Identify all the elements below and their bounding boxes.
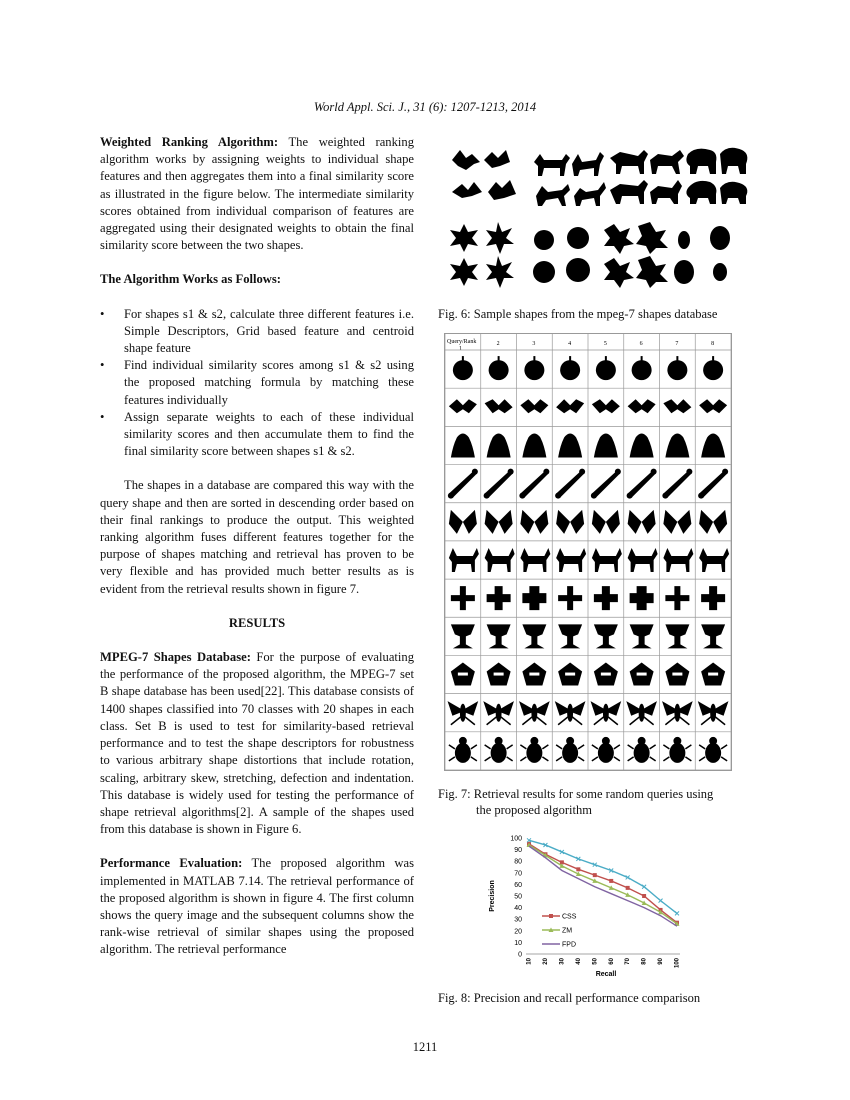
beetle-shape xyxy=(520,737,548,763)
list-item: • For shapes s1 & s2, calculate three different features i.e. Simple Descriptors, Grid based feature and centroid shape feature xyxy=(100,306,414,358)
cross-shape xyxy=(665,586,689,610)
beetle-shape xyxy=(699,737,727,763)
apple-shape xyxy=(596,356,616,380)
legend-label: CSS xyxy=(562,913,577,921)
deer-shape xyxy=(449,548,479,572)
deer-shape xyxy=(520,548,550,572)
beetle-shape xyxy=(592,737,620,763)
butterfly-shape xyxy=(663,510,691,534)
apple-shape xyxy=(489,356,509,380)
bell-shape xyxy=(701,433,725,457)
mpeg7-sample-shapes xyxy=(444,140,752,290)
data-point xyxy=(576,867,580,871)
data-point xyxy=(659,899,663,903)
cup-shape xyxy=(451,624,475,648)
bell-shape xyxy=(487,433,511,457)
figure-7-caption xyxy=(438,786,758,818)
cross-shape xyxy=(558,586,582,610)
page-number: 1211 xyxy=(412,1040,438,1054)
x-tick-label: 90 xyxy=(658,958,665,965)
list-item: • Assign separate weights to each of these individual similarity scores and then accumulate them to find the final similarity score between shapes s1 & s2. xyxy=(100,409,414,461)
deer-shape xyxy=(556,548,586,572)
grid-header-rank: 6 xyxy=(639,341,643,347)
y-tick-label: 70 xyxy=(514,870,522,878)
x-axis-label: Recall xyxy=(595,971,617,978)
fly-shape xyxy=(449,703,477,725)
algorithm-heading: The Algorithm Works as Follows: xyxy=(100,272,281,287)
y-tick-label: 40 xyxy=(514,905,522,913)
bone-shape xyxy=(662,469,692,499)
bone-shape xyxy=(448,469,478,499)
cup-shape xyxy=(701,624,725,648)
section-text: The weighted ranking algorithm works by assigning weights to individual shape features and then aggregates them into a final similarity score as illustrated in the figure below. The intermediate similarity scores obtained from individual comparison of features are aggregated using their designated weights to obtain the final similarity score between the two shapes. xyxy=(100,135,414,253)
beetle-shape xyxy=(449,737,477,763)
legend-label: FPD xyxy=(562,941,576,949)
algorithm-steps xyxy=(100,306,414,461)
apple-shape xyxy=(524,356,544,380)
fly-shape xyxy=(485,703,513,725)
figure-6-caption: Fig. 6: Sample shapes from the mpeg-7 shapes database xyxy=(438,307,718,321)
y-tick-label: 50 xyxy=(514,893,522,901)
bell-shape xyxy=(558,433,582,457)
figure-8-caption: Fig. 8: Precision and recall performance comparison xyxy=(438,991,701,1005)
pentagon-shape xyxy=(665,663,689,686)
section-heading: MPEG-7 Shapes Database: xyxy=(100,650,251,665)
figure-7-retrieval-grid xyxy=(444,333,732,771)
x-tick-label: 30 xyxy=(559,958,566,965)
bat-shape xyxy=(449,399,477,413)
bone-shape xyxy=(484,469,514,499)
butterfly-shape xyxy=(520,510,548,534)
butterfly-shape xyxy=(556,510,584,534)
section-text: For the purpose of evaluating the performance of the proposed algorithm, the MPEG-7 set B shape database has been used[22]. This database consists of 1400 shapes classified into 70 classes with 20 shapes in each class. Set B is used to test for similarity-based retrieval performance and to test the shape descriptors for robustness to various arbitrary shape distortions that include rotation, scaling, arbitrary skew, stretching, defection and indentation. This database is widely used for testing the performance of shape retrieval algorithms[2]. A sample of the shapes used from this database is shown in Figure 6. xyxy=(100,650,414,837)
cup-shape xyxy=(558,624,582,648)
series-line xyxy=(529,844,677,923)
figure-6-shapes xyxy=(444,140,752,290)
deer-shape-group xyxy=(534,152,606,206)
y-tick-label: 0 xyxy=(518,951,522,959)
beetle-shape xyxy=(556,737,584,763)
data-point xyxy=(609,879,613,883)
y-tick-label: 90 xyxy=(514,847,522,855)
bat-shape xyxy=(556,399,584,413)
x-tick-label: 10 xyxy=(526,958,533,965)
cross-shape xyxy=(701,586,725,610)
data-point xyxy=(593,873,597,877)
bone-shape xyxy=(519,469,549,499)
section-text: The proposed algorithm was implemented in MATLAB 7.14. The retrieval performance of the proposed algorithm is shown in figure 4. The first column shows the query image and the subsequent columns show the rank-wise retrieval of similar shapes using the proposed algorithm. The retrieval performance xyxy=(100,856,414,957)
butterfly-shape xyxy=(592,510,620,534)
pentagon-shape xyxy=(558,663,582,686)
x-tick-label: 60 xyxy=(608,958,615,965)
section-mpeg7 xyxy=(100,649,414,838)
y-axis-label: Precision xyxy=(489,880,496,912)
fly-shape xyxy=(556,703,584,725)
running-header: World Appl. Sci. J., 31 (6): 1207-1213, 2014 xyxy=(313,100,537,114)
fly-shape xyxy=(628,703,656,725)
fly-shape xyxy=(592,703,620,725)
apple-shape xyxy=(560,356,580,380)
bell-shape xyxy=(451,433,475,457)
beetle-shape xyxy=(485,737,513,763)
cross-shape xyxy=(594,586,618,610)
fly-shape xyxy=(520,703,548,725)
results-heading: RESULTS xyxy=(228,615,286,630)
deer-shape xyxy=(663,548,693,572)
fly-shape xyxy=(699,703,727,725)
fly-shape xyxy=(663,703,691,725)
grid-header-rank: 3 xyxy=(532,341,536,347)
cross-shape xyxy=(522,586,546,610)
bat-shape xyxy=(663,399,691,413)
bell-shape xyxy=(665,433,689,457)
apple-shape xyxy=(453,356,473,380)
pentagon-shape xyxy=(522,663,546,686)
precision-recall-chart xyxy=(480,830,690,980)
apple-shape xyxy=(667,356,687,380)
grid-header-rank: 7 xyxy=(675,341,679,347)
x-tick-label: 100 xyxy=(674,958,681,969)
cross-shape xyxy=(451,586,475,610)
horse-shape-group xyxy=(610,150,684,204)
y-tick-label: 20 xyxy=(514,928,522,936)
section-heading: Weighted Ranking Algorithm: xyxy=(100,135,279,149)
caption-line: Fig. 7: Retrieval results for some random queries using xyxy=(438,787,714,801)
series-line xyxy=(529,840,677,913)
cup-shape xyxy=(630,624,654,648)
cup-shape xyxy=(522,624,546,648)
pentagon-shape xyxy=(701,663,725,686)
data-point xyxy=(626,886,630,890)
deer-shape xyxy=(699,548,729,572)
caption-line: the proposed algorithm xyxy=(476,803,592,817)
bone-shape xyxy=(698,469,728,499)
elephant-shape-group xyxy=(686,148,747,204)
y-tick-label: 80 xyxy=(514,858,522,866)
cup-shape xyxy=(665,624,689,648)
pentagon-shape xyxy=(451,663,475,686)
beetle-shape-group xyxy=(674,226,730,284)
deer-shape xyxy=(485,548,515,572)
deer-shape xyxy=(628,548,658,572)
grid-header-query: Query/Rank xyxy=(447,339,477,345)
section-heading: Performance Evaluation: xyxy=(100,856,243,871)
x-tick-label: 70 xyxy=(625,958,632,965)
cup-shape xyxy=(487,624,511,648)
left-column xyxy=(100,134,414,959)
grid-header-rank: 5 xyxy=(603,341,607,347)
pentagon-shape xyxy=(487,663,511,686)
paragraph-comparison: The shapes in a database are compared this way with the query shape and then are sorted in descending order based on their final rankings to produce the output. This weighted ranking algorithm fuses different features together for the purpose of shapes matching and retrieval has proven to be very flexible and has provided much better results as is evident from the retrieval results shown in figure 7. xyxy=(100,478,414,596)
bone-shape xyxy=(591,469,621,499)
section-performance xyxy=(100,855,414,958)
legend-marker xyxy=(549,914,553,918)
x-tick-label: 40 xyxy=(575,958,582,965)
data-point xyxy=(675,911,679,915)
bat-shape xyxy=(699,399,727,413)
bat-shape xyxy=(628,399,656,413)
leaf-shape-group xyxy=(604,222,668,288)
grid-header-rank: 2 xyxy=(496,341,500,347)
bell-shape xyxy=(522,433,546,457)
apple-shape xyxy=(632,356,652,380)
y-tick-label: 100 xyxy=(510,835,522,843)
bone-shape xyxy=(627,469,657,499)
bell-shape xyxy=(630,433,654,457)
butterfly-shape xyxy=(485,510,513,534)
figure-8-chart xyxy=(480,830,690,980)
y-tick-label: 10 xyxy=(514,939,522,947)
butterfly-shape xyxy=(699,510,727,534)
butterfly-shape xyxy=(449,510,477,534)
retrieval-results-grid xyxy=(445,334,731,770)
butterfly-shape xyxy=(628,510,656,534)
x-tick-label: 20 xyxy=(543,958,550,965)
beetle-shape xyxy=(628,737,656,763)
data-point xyxy=(642,894,646,898)
cup-shape xyxy=(594,624,618,648)
bat-shape xyxy=(485,399,513,413)
pentagon-shape xyxy=(594,663,618,686)
bat-shape xyxy=(592,399,620,413)
grid-header-rank: 4 xyxy=(568,341,572,347)
y-tick-label: 60 xyxy=(514,881,522,889)
bone-shape xyxy=(555,469,585,499)
flower-shape-group xyxy=(450,222,514,288)
legend-label: ZM xyxy=(562,927,573,935)
grid-header-query-rank: 1 xyxy=(459,346,462,352)
beetle-shape xyxy=(663,737,691,763)
apple-shape xyxy=(703,356,723,380)
list-item: • Find individual similarity scores among s1 & s2 using the proposed matching formula by matching these features individually xyxy=(100,357,414,409)
cross-shape xyxy=(487,586,511,610)
pentagon-shape xyxy=(630,663,654,686)
x-tick-label: 50 xyxy=(592,958,599,965)
section-weighted-ranking xyxy=(100,134,414,254)
y-tick-label: 30 xyxy=(514,916,522,924)
bell-shape xyxy=(594,433,618,457)
deer-shape xyxy=(592,548,622,572)
bat-shape xyxy=(520,399,548,413)
apple-shape-group xyxy=(533,227,590,283)
grid-header-rank: 8 xyxy=(711,341,715,347)
x-tick-label: 80 xyxy=(641,958,648,965)
cross-shape xyxy=(630,586,654,610)
bat-shape-group xyxy=(452,150,516,200)
